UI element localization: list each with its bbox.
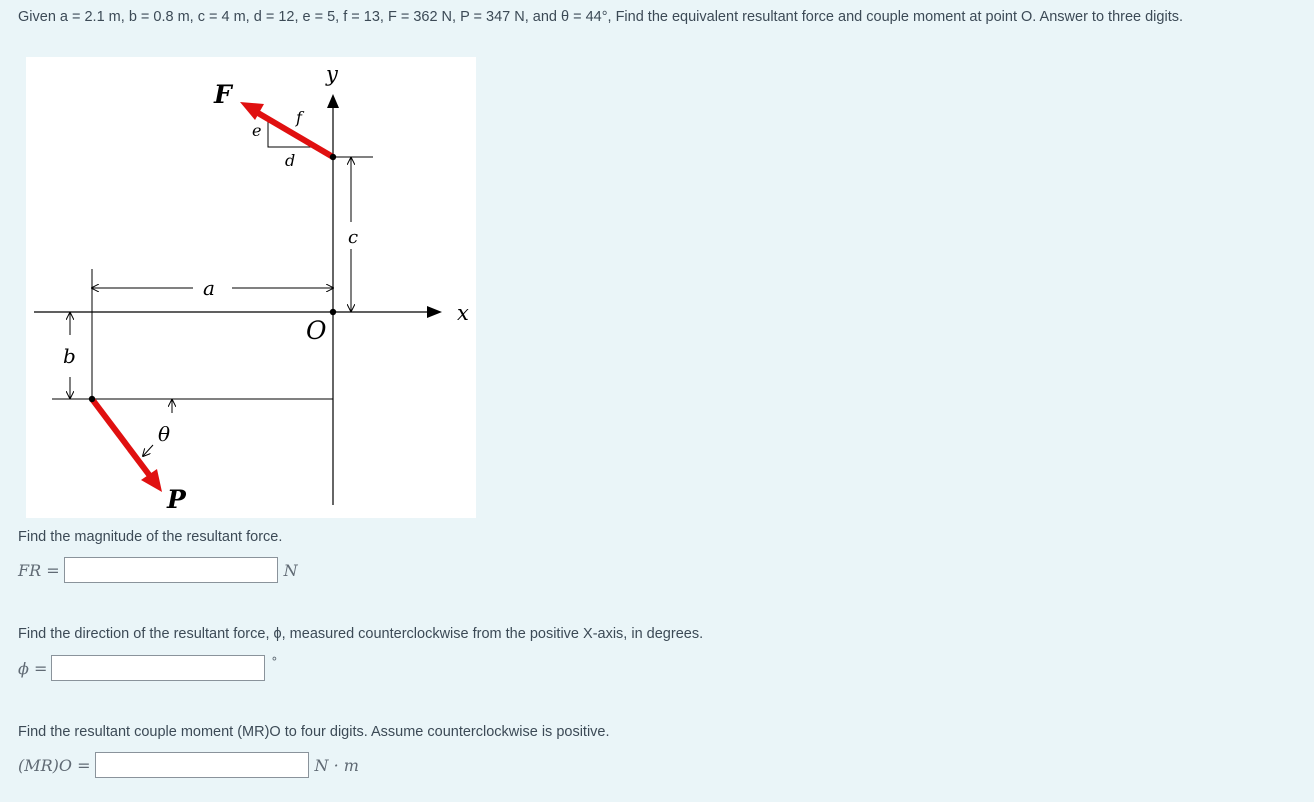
x-axis-arrowhead — [427, 306, 442, 318]
y-axis-arrowhead — [327, 94, 339, 108]
resultant-force-input[interactable] — [64, 557, 278, 583]
label-mro: (MR)O = — [18, 755, 91, 775]
point-p — [89, 396, 95, 402]
label-theta: θ — [158, 422, 171, 446]
unit-degree: ° — [271, 655, 278, 669]
unit-newton-meter: N · m — [314, 755, 359, 775]
moment-input[interactable] — [95, 752, 309, 778]
label-O: O — [306, 316, 327, 345]
question-magnitude: Find the magnitude of the resultant force. — [18, 529, 283, 545]
unit-newton: N — [283, 560, 298, 580]
problem-statement: Given a = 2.1 m, b = 0.8 m, c = 4 m, d = 12, e = 5, f = 13, F = 362 N, P = 347 N, and θ = 44°, Find the equivalent resultant force and couple moment at point O. Answer to three digits. — [18, 9, 1183, 25]
force-p-arrow — [92, 399, 150, 476]
label-e: e — [252, 121, 262, 140]
label-F: F — [214, 80, 232, 109]
force-diagram — [26, 57, 476, 518]
label-d: d — [285, 151, 296, 170]
label-phi: ϕ = — [18, 658, 48, 678]
direction-input[interactable] — [51, 655, 265, 681]
label-fr: FR = — [18, 560, 60, 580]
question-moment: Find the resultant couple moment (MR)O to four digits. Assume counterclockwise is positive. — [18, 724, 610, 740]
answer-row-moment — [18, 752, 359, 778]
answer-row-magnitude — [18, 557, 298, 583]
point-o — [330, 309, 336, 315]
label-a: a — [203, 276, 215, 300]
label-x: x — [457, 301, 469, 325]
theta-diag-arrow — [143, 445, 153, 456]
question-direction: Find the direction of the resultant force, ϕ, measured counterclockwise from the positive X-axis, in degrees. — [18, 626, 704, 642]
answer-row-direction — [18, 655, 277, 681]
point-f — [330, 154, 336, 160]
label-b: b — [63, 344, 76, 368]
label-f: f — [296, 108, 302, 127]
label-c: c — [348, 227, 359, 248]
label-P: P — [167, 485, 186, 514]
label-y: y — [326, 62, 338, 86]
diagram-svg — [26, 57, 476, 518]
